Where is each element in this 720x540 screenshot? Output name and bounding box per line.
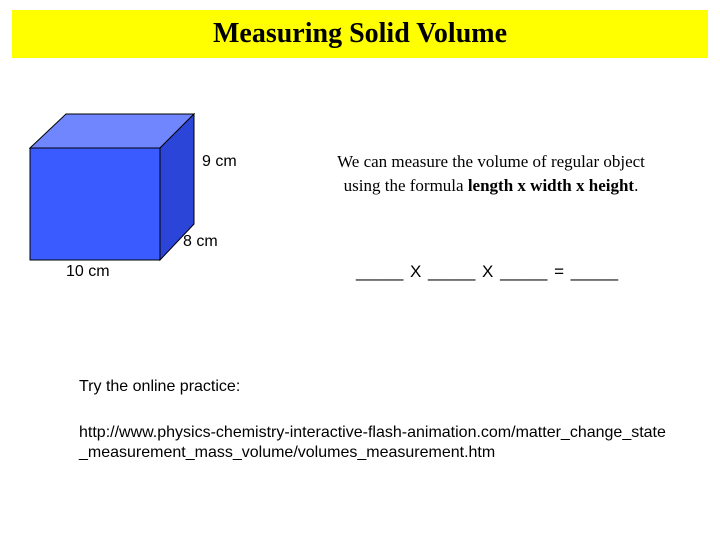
formula-prefix: using the formula xyxy=(343,176,468,195)
formula-blanks: _____ X _____ X _____ = _____ xyxy=(356,262,619,281)
height-label: 9 cm xyxy=(202,153,237,170)
cube-front-face xyxy=(30,148,160,260)
slide-title: Measuring Solid Volume xyxy=(212,18,508,49)
practice-url-link[interactable]: http://www.physics-chemistry-interactive-flash-animation.com/matter_change_state_measurement_mass_volume/volumes_measurement.htm xyxy=(79,424,666,461)
length-label: 10 cm xyxy=(66,263,110,280)
formula-line-2 xyxy=(296,174,686,198)
formula-suffix: . xyxy=(634,176,639,195)
practice-label: Try the online practice: xyxy=(79,378,241,395)
formula-bold: length x width x height xyxy=(467,176,635,195)
cube-diagram xyxy=(28,112,198,262)
formula-line-1: We can measure the volume of regular object xyxy=(337,152,645,171)
depth-label: 8 cm xyxy=(183,233,218,250)
title-banner xyxy=(12,10,708,58)
formula-description xyxy=(296,150,686,198)
